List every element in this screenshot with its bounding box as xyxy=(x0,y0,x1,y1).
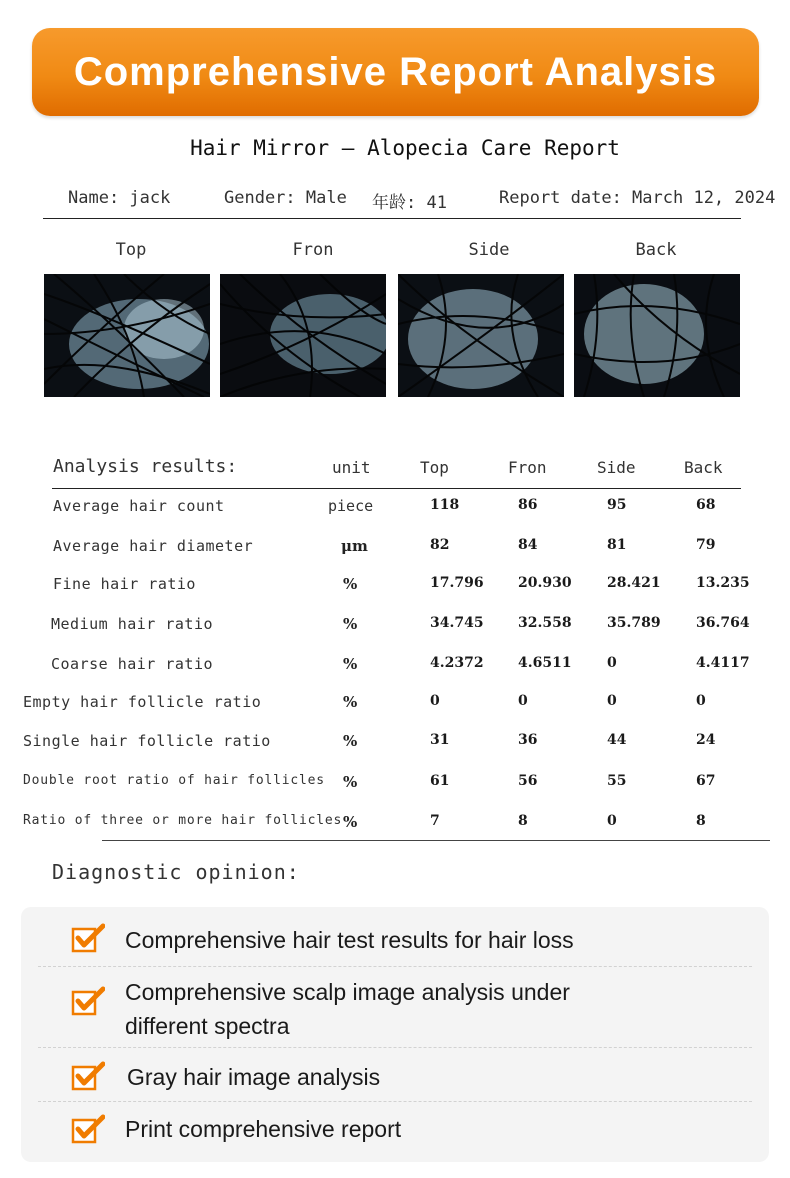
value-front: 84 xyxy=(518,537,538,553)
patient-gender: Gender: Male xyxy=(224,188,347,208)
view-label-side: Side xyxy=(468,240,510,260)
value-top: 31 xyxy=(430,732,450,748)
analysis-results-title: Analysis results: xyxy=(53,456,238,477)
table-row xyxy=(0,773,790,803)
value-front: 86 xyxy=(518,497,538,513)
scalp-image-front xyxy=(220,274,386,397)
feature-divider xyxy=(38,1101,752,1102)
value-front: 4.6511 xyxy=(518,655,572,671)
value-front: 56 xyxy=(518,773,538,789)
metric-unit: % xyxy=(343,693,358,711)
value-back: 0 xyxy=(696,693,706,709)
value-front: 8 xyxy=(518,813,528,829)
value-side: 0 xyxy=(607,693,617,709)
metric-label: Double root ratio of hair follicles xyxy=(23,773,325,788)
scalp-image-top xyxy=(44,274,210,397)
metric-unit: % xyxy=(343,773,358,791)
column-front: Fron xyxy=(508,458,547,477)
table-row xyxy=(0,497,790,527)
header-divider xyxy=(43,218,741,219)
table-row xyxy=(0,537,790,567)
checkbox-checked-icon xyxy=(71,986,105,1016)
checkbox-checked-icon xyxy=(71,923,105,953)
scalp-image-back xyxy=(574,274,740,397)
column-unit: unit xyxy=(332,458,371,477)
table-row xyxy=(0,615,790,645)
value-back: 8 xyxy=(696,813,706,829)
table-row xyxy=(0,813,790,843)
feature-text: Gray hair image analysis xyxy=(127,1064,381,1090)
report-date: Report date: March 12, 2024 xyxy=(499,188,776,208)
feature-divider xyxy=(38,966,752,967)
value-front: 0 xyxy=(518,693,528,709)
value-side: 55 xyxy=(607,773,627,789)
value-top: 61 xyxy=(430,773,450,789)
value-top: 118 xyxy=(430,497,460,513)
value-front: 20.930 xyxy=(518,575,572,591)
table-row xyxy=(0,575,790,605)
value-side: 44 xyxy=(607,732,627,748)
value-back: 36.764 xyxy=(696,615,750,631)
scalp-image-side xyxy=(398,274,564,397)
value-side: 35.789 xyxy=(607,615,661,631)
metric-unit: % xyxy=(343,575,358,593)
metric-unit: % xyxy=(343,813,358,831)
value-back: 24 xyxy=(696,732,716,748)
metric-label: Medium hair ratio xyxy=(51,615,214,633)
value-top: 34.745 xyxy=(430,615,484,631)
metric-unit: % xyxy=(343,615,358,633)
value-back: 4.4117 xyxy=(696,655,750,671)
value-side: 28.421 xyxy=(607,575,661,591)
value-top: 0 xyxy=(430,693,440,709)
header-banner xyxy=(32,28,759,116)
metric-label: Average hair diameter xyxy=(53,537,254,555)
value-back: 13.235 xyxy=(696,575,750,591)
view-label-front: Fron xyxy=(292,240,334,260)
column-back: Back xyxy=(684,458,723,477)
patient-age: 年龄: 41 xyxy=(372,193,447,213)
metric-label: Ratio of three or more hair follicles xyxy=(23,813,343,828)
metric-label: Empty hair follicle ratio xyxy=(23,693,262,711)
view-label-top: Top xyxy=(115,240,147,260)
view-label-back: Back xyxy=(635,240,677,260)
table-bottom-divider xyxy=(102,840,770,841)
column-side: Side xyxy=(597,458,636,477)
report-title: Hair Mirror — Alopecia Care Report xyxy=(190,136,620,160)
table-row xyxy=(0,655,790,685)
value-top: 7 xyxy=(430,813,440,829)
table-row xyxy=(0,732,790,762)
value-back: 79 xyxy=(696,537,716,553)
checkbox-checked-icon xyxy=(71,1114,105,1144)
metric-label: Fine hair ratio xyxy=(53,575,196,593)
banner-title: Comprehensive Report Analysis xyxy=(73,49,718,94)
metric-label: Average hair count xyxy=(53,497,225,515)
patient-name: Name: jack xyxy=(68,188,171,208)
metric-unit: μm xyxy=(341,537,368,555)
metric-unit: piece xyxy=(328,497,374,515)
metric-label: Coarse hair ratio xyxy=(51,655,214,673)
value-side: 95 xyxy=(607,497,627,513)
value-side: 81 xyxy=(607,537,627,553)
column-top: Top xyxy=(420,458,449,477)
value-side: 0 xyxy=(607,655,617,671)
value-top: 17.796 xyxy=(430,575,484,591)
metric-label: Single hair follicle ratio xyxy=(23,732,271,750)
feature-text: Comprehensive hair test results for hair loss xyxy=(125,927,574,953)
table-row xyxy=(0,693,790,723)
feature-text: Comprehensive scalp image analysis under different spectra xyxy=(125,979,570,1039)
table-header-divider xyxy=(52,488,741,489)
value-top: 82 xyxy=(430,537,450,553)
value-front: 36 xyxy=(518,732,538,748)
value-back: 67 xyxy=(696,773,716,789)
diagnostic-opinion-title: Diagnostic opinion: xyxy=(52,860,300,884)
value-back: 68 xyxy=(696,497,716,513)
feature-list xyxy=(21,907,769,1162)
feature-divider xyxy=(38,1047,752,1048)
value-front: 32.558 xyxy=(518,615,572,631)
metric-unit: % xyxy=(343,732,358,750)
checkbox-checked-icon xyxy=(71,1061,105,1091)
feature-text: Print comprehensive report xyxy=(125,1116,402,1142)
metric-unit: % xyxy=(343,655,358,673)
value-top: 4.2372 xyxy=(430,655,484,671)
value-side: 0 xyxy=(607,813,617,829)
